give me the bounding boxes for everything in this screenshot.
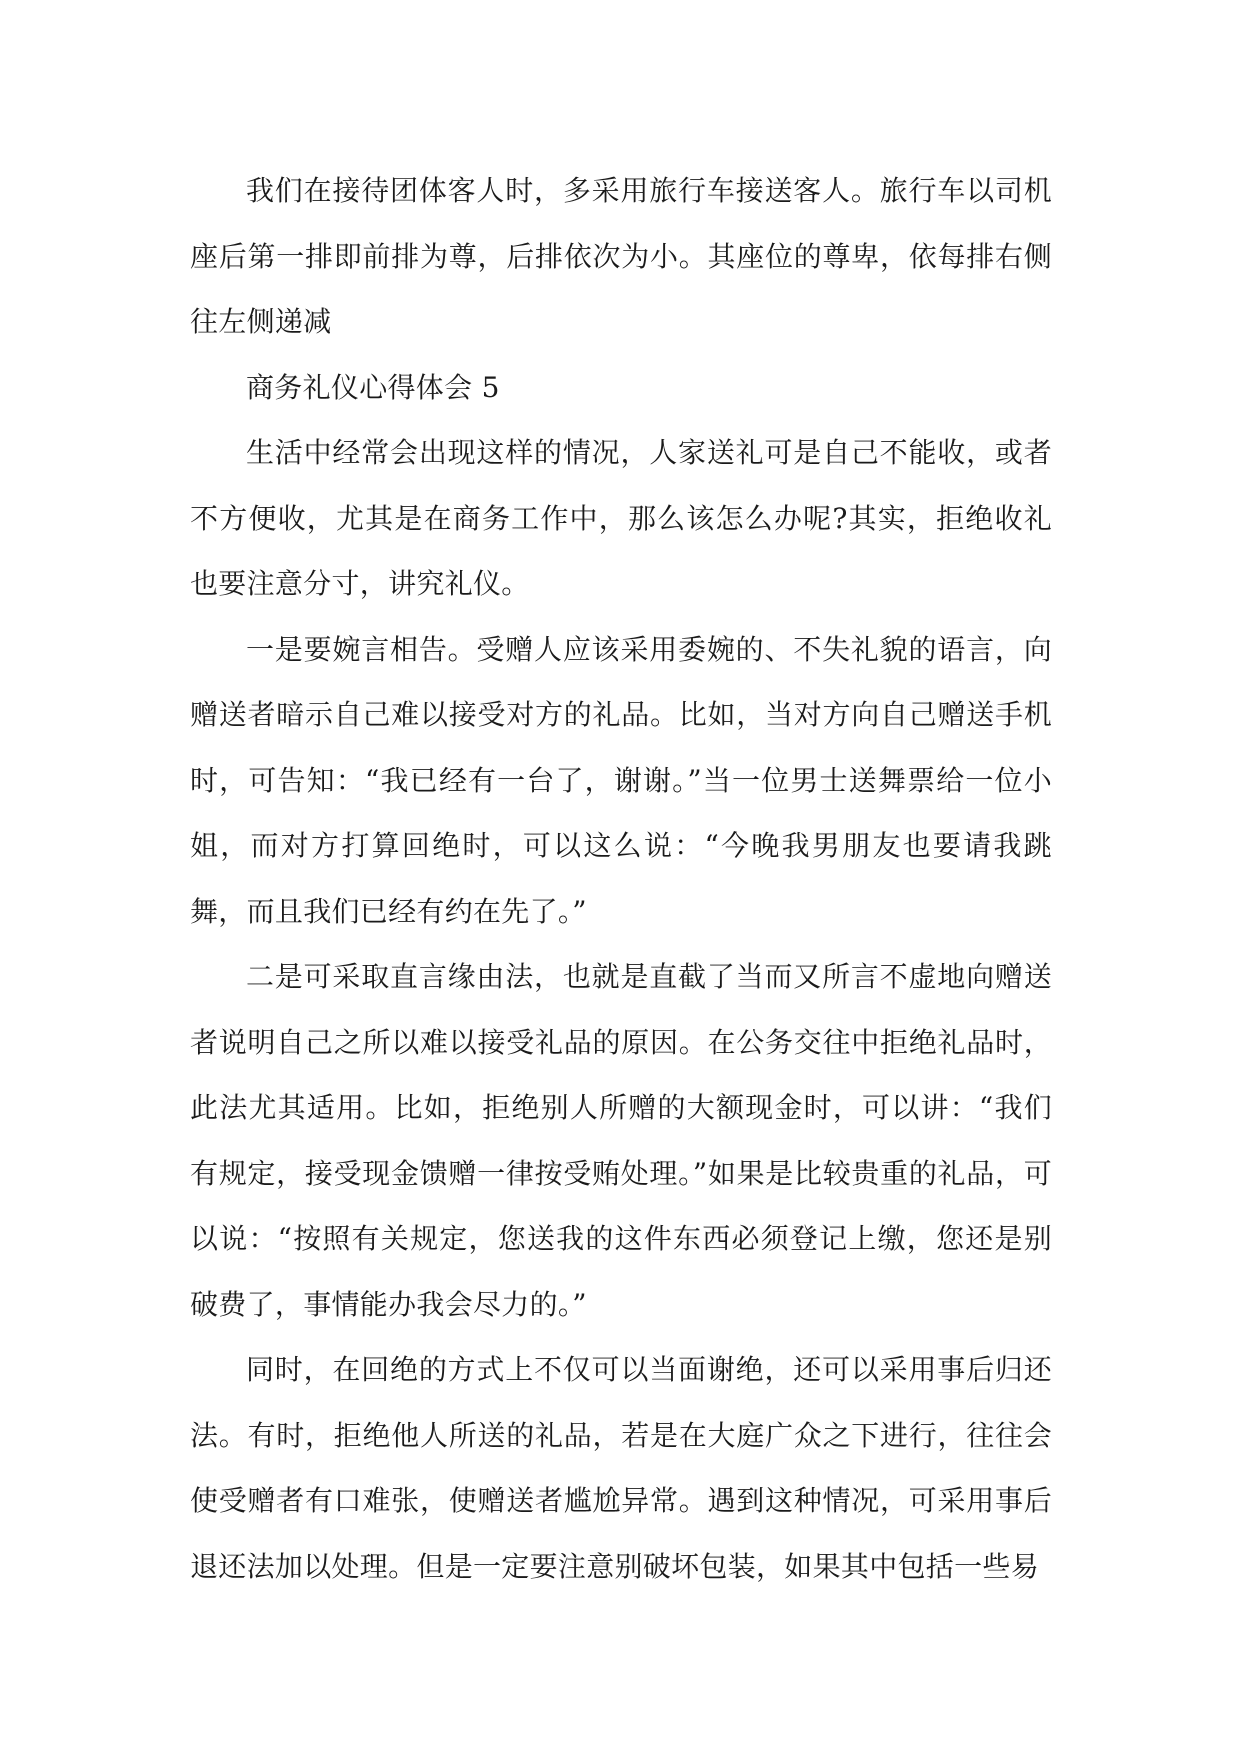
- paragraph-tour-bus-seating: 我们在接待团体客人时，多采用旅行车接送客人。旅行车以司机座后第一排即前排为尊，后排依次为小。其座位的尊卑，依每排右侧往左侧递减: [190, 174, 1052, 338]
- paragraph-return-later: 同时，在回绝的方式上不仅可以当面谢绝，还可以采用事后归还法。有时，拒绝他人所送的礼品，若是在大庭广众之下进行，往往会使受赠者有口难张，使赠送者尴尬异常。遇到这种情况，可采用事后退还法加以处理。但是一定要注意别破坏包装，如果其中包括一些易: [190, 1353, 1052, 1583]
- document-body: [190, 158, 1052, 1599]
- paragraph-tactful-refusal: 一是要婉言相告。受赠人应该采用委婉的、不失礼貌的语言，向赠送者暗示自己难以接受对方的礼品。比如，当对方向自己赠送手机时，可告知：“我已经有一台了，谢谢。”当一位男士送舞票给一位小姐，而对方打算回绝时，可以这么说：“今晚我男朋友也要请我跳舞，而且我们已经有约在先了。”: [190, 632, 1052, 928]
- section-heading: 商务礼仪心得体会 5: [246, 370, 500, 404]
- paragraph-direct-reason: 二是可采取直言缘由法，也就是直截了当而又所言不虚地向赠送者说明自己之所以难以接受礼品的原因。在公务交往中拒绝礼品时，此法尤其适用。比如，拒绝别人所赠的大额现金时，可以讲：“我们有规定，接受现金馈赠一律按受贿处理。”如果是比较贵重的礼品，可以说：“按照有关规定，您送我的这件东西必须登记上缴，您还是别破费了，事情能办我会尽力的。”: [190, 960, 1052, 1321]
- paragraph-refusing-gifts-intro: 生活中经常会出现这样的情况，人家送礼可是自己不能收，或者不方便收，尤其是在商务工作中，那么该怎么办呢?其实，拒绝收礼也要注意分寸，讲究礼仪。: [190, 436, 1052, 600]
